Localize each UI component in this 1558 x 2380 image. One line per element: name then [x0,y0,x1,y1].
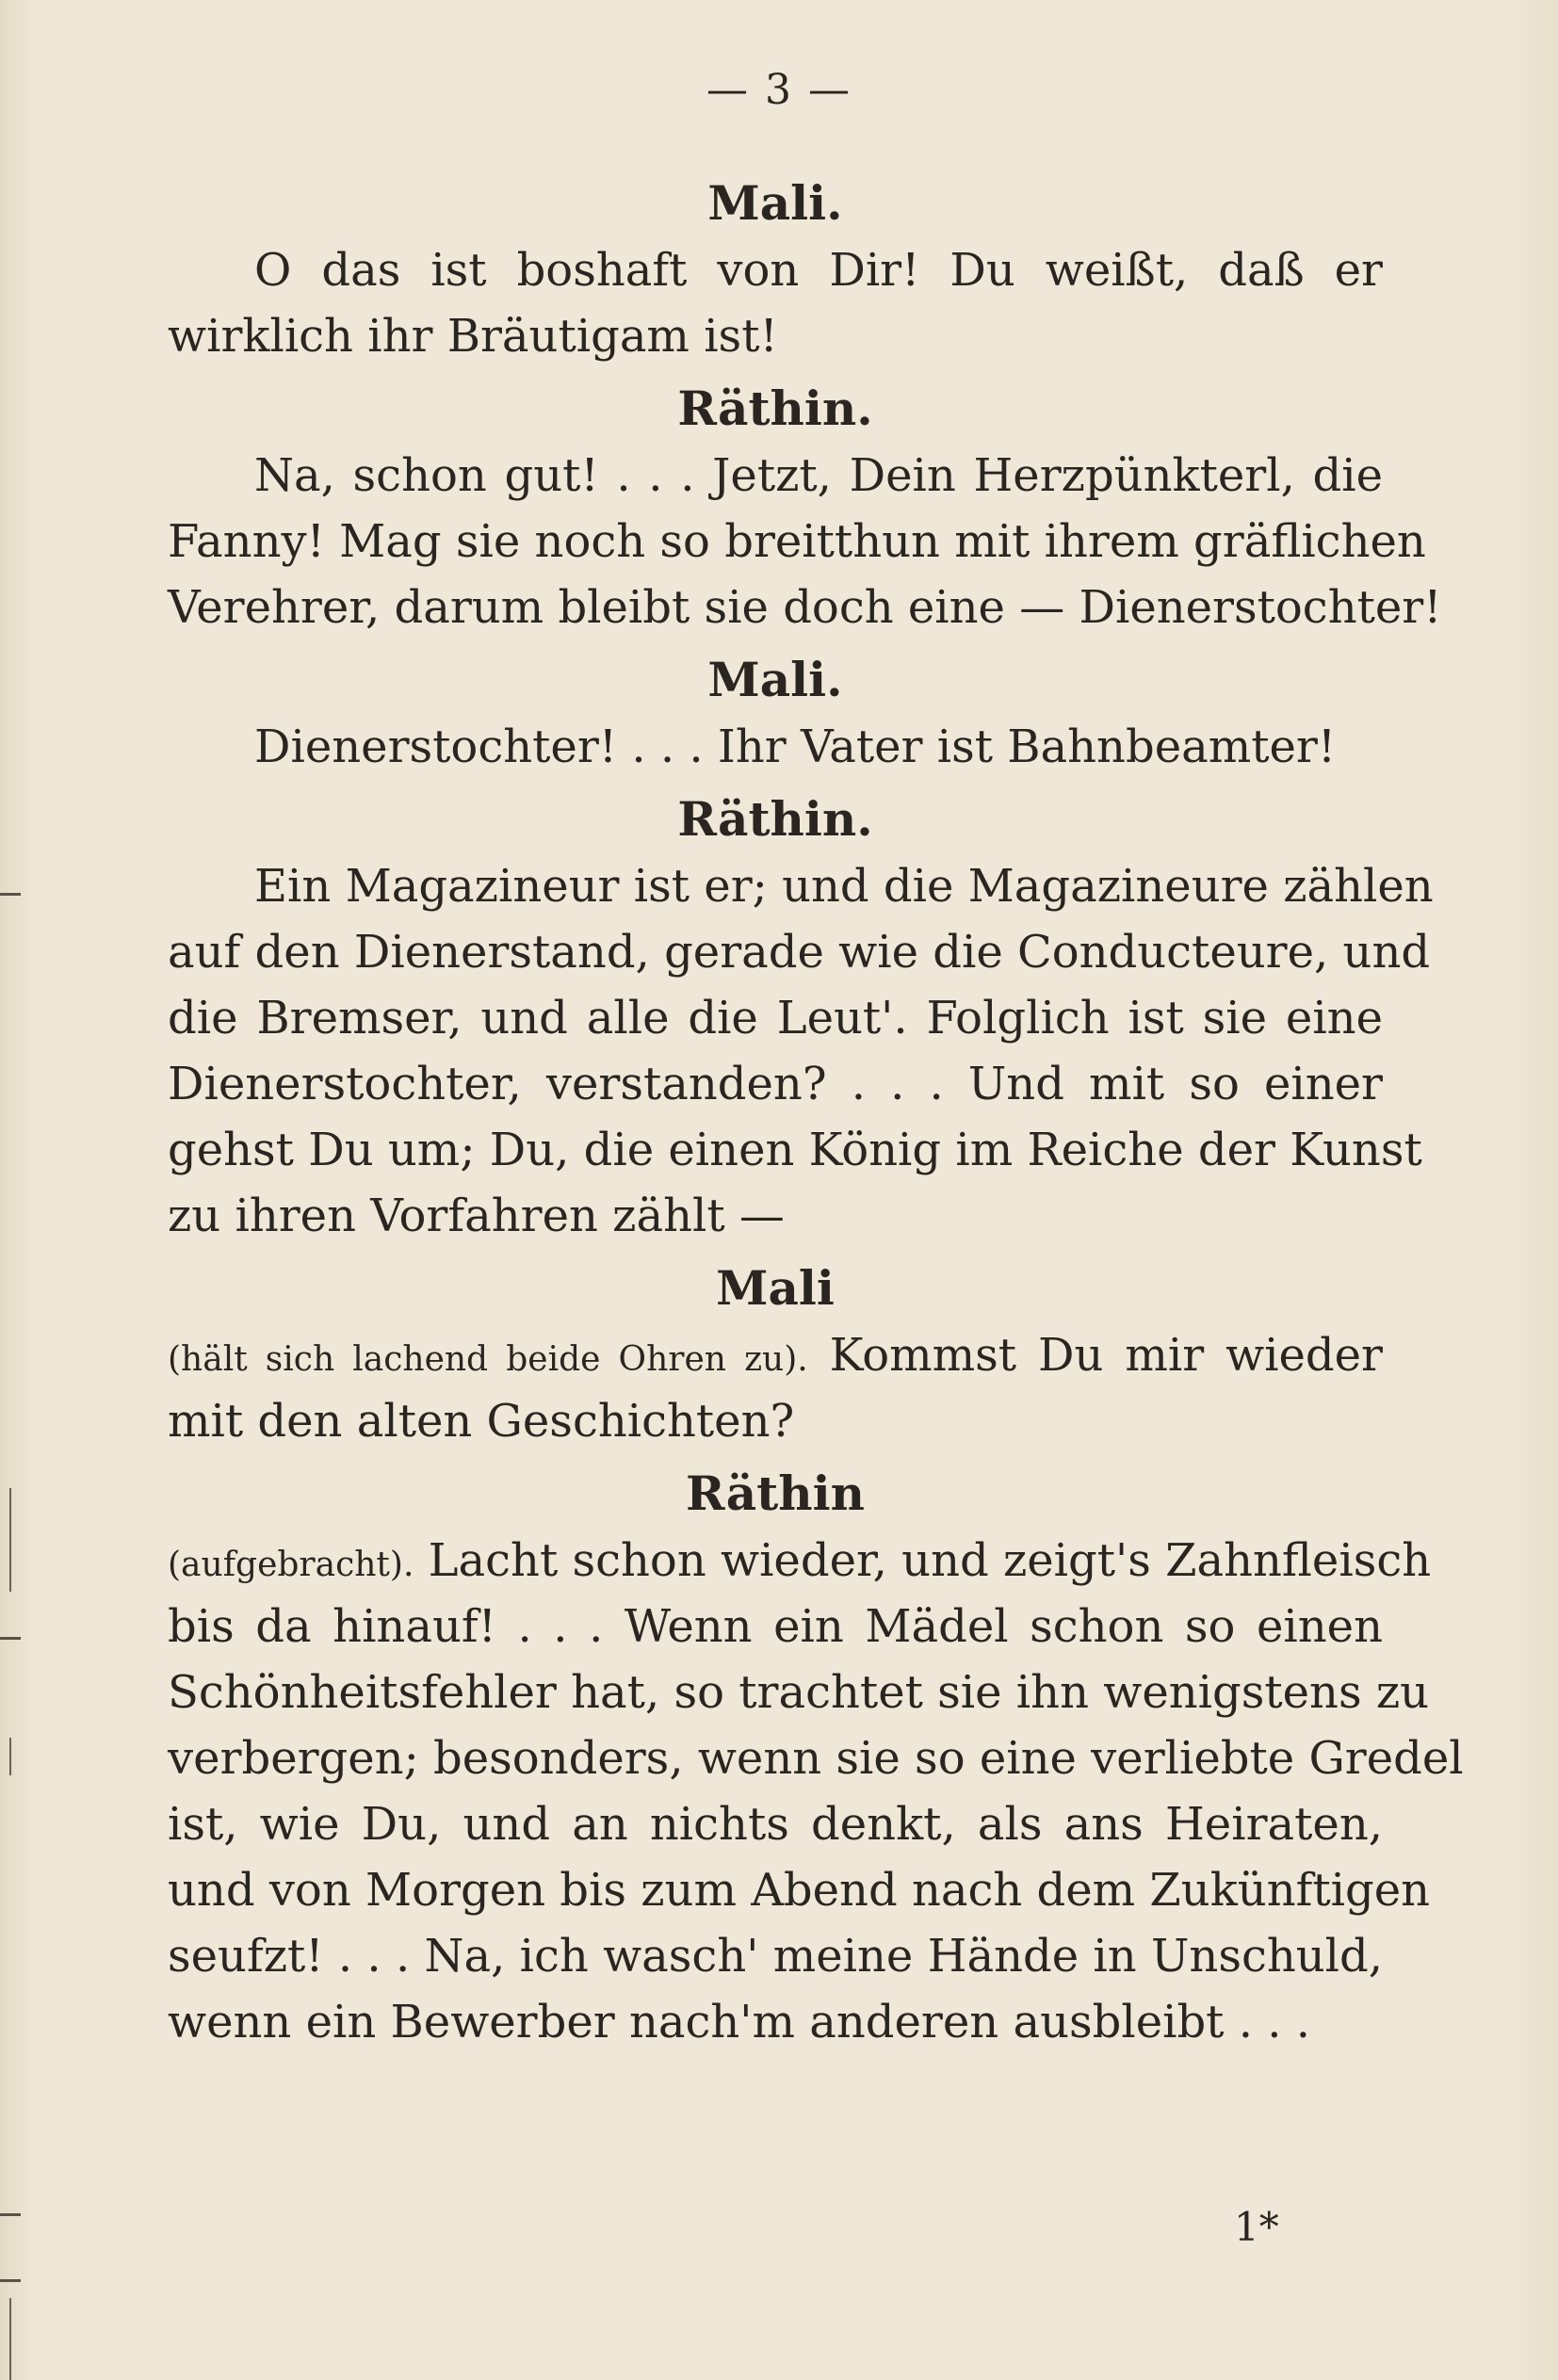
dialogue-paragraph [168,1322,1383,1454]
text-line: gehst Du um; Du, die einen König im Reiche der Kunst [168,1124,1422,1176]
text-line: die Bremser, und alle die Leut'. Folglich ist sie eine [168,992,1383,1044]
speaker-name: Mali [716,1260,835,1316]
text-fragment: Kommst Du mir wieder [829,1329,1384,1382]
dialogue-block [168,646,1383,780]
text-line: und von Morgen bis zum Abend nach dem Zukünftigen [168,1864,1431,1917]
text-line: Fanny! Mag sie noch so breitthun mit ihrem gräflichen [168,515,1426,568]
text-fragment: Lacht schon wieder, und zeigt's Zahnfleisch [428,1534,1432,1587]
page-number: — 3 — [706,66,852,114]
text-body [168,170,1464,2055]
gutter-mark [0,2213,21,2216]
gutter-line [9,2298,11,2380]
speaker-name: Räthin. [677,791,873,847]
stage-direction: (hält sich lachend beide Ohren zu). [168,1340,808,1379]
speaker-name: Räthin. [677,380,873,436]
gutter-mark [0,1637,21,1640]
text-line: verbergen; besonders, wenn sie so eine verliebte Gredel [168,1732,1464,1785]
dialogue-block [168,1460,1464,2055]
text-line: seufzt! . . . Na, ich wasch' meine Hände in Unschuld, [168,1930,1383,1983]
dialogue-paragraph [168,1528,1464,2055]
text-line: auf den Dienerstand, gerade wie die Conducteure, und [168,926,1431,979]
gutter-mark [0,893,21,896]
text-line: Verehrer, darum bleibt sie doch eine — Dienerstochter! [168,581,1442,634]
signature-mark: 1* [1234,2204,1279,2250]
text-line [168,1322,1383,1388]
speaker-name: Mali. [707,175,843,231]
text-line: Na, schon gut! . . . Jetzt, Dein Herzpünkterl, die [254,449,1383,502]
text-line: ist, wie Du, und an nichts denkt, als ans Heiraten, [168,1798,1383,1851]
text-line: Dienerstochter, verstanden? . . . Und mit so einer [168,1058,1383,1110]
dialogue-paragraph [168,443,1442,640]
dialogue-block [168,170,1383,369]
text-line: Dienerstochter! . . . Ihr Vater ist Bahnbeamter! [254,720,1337,773]
text-line: mit den alten Geschichten? [168,1395,795,1448]
dialogue-block [168,1255,1383,1454]
dialogue-block [168,785,1434,1249]
dialogue-paragraph [168,714,1383,780]
speaker-name: Räthin [686,1465,865,1521]
gutter-line [9,1488,11,1592]
text-line: wirklich ihr Bräutigam ist! [168,310,778,363]
stage-direction: (aufgebracht). [168,1546,414,1584]
dialogue-paragraph [168,853,1434,1249]
speaker-name: Mali. [707,652,843,707]
text-line: Schönheitsfehler hat, so trachtet sie ihn wenigstens zu [168,1666,1430,1719]
dialogue-paragraph [168,237,1383,369]
text-line: bis da hinauf! . . . Wenn ein Mädel schon so einen [168,1600,1383,1653]
gutter-mark [0,2279,21,2282]
text-line: zu ihren Vorfahren zählt — [168,1190,785,1242]
gutter-line [9,1738,11,1775]
text-line: O das ist boshaft von Dir! Du weißt, daß er [254,244,1383,297]
text-line: Ein Magazineur ist er; und die Magazineure zählen [254,860,1434,913]
text-line: wenn ein Bewerber nach'm anderen ausbleibt . . . [168,1996,1311,2048]
text-line [168,1528,1432,1594]
dialogue-block [168,375,1442,640]
